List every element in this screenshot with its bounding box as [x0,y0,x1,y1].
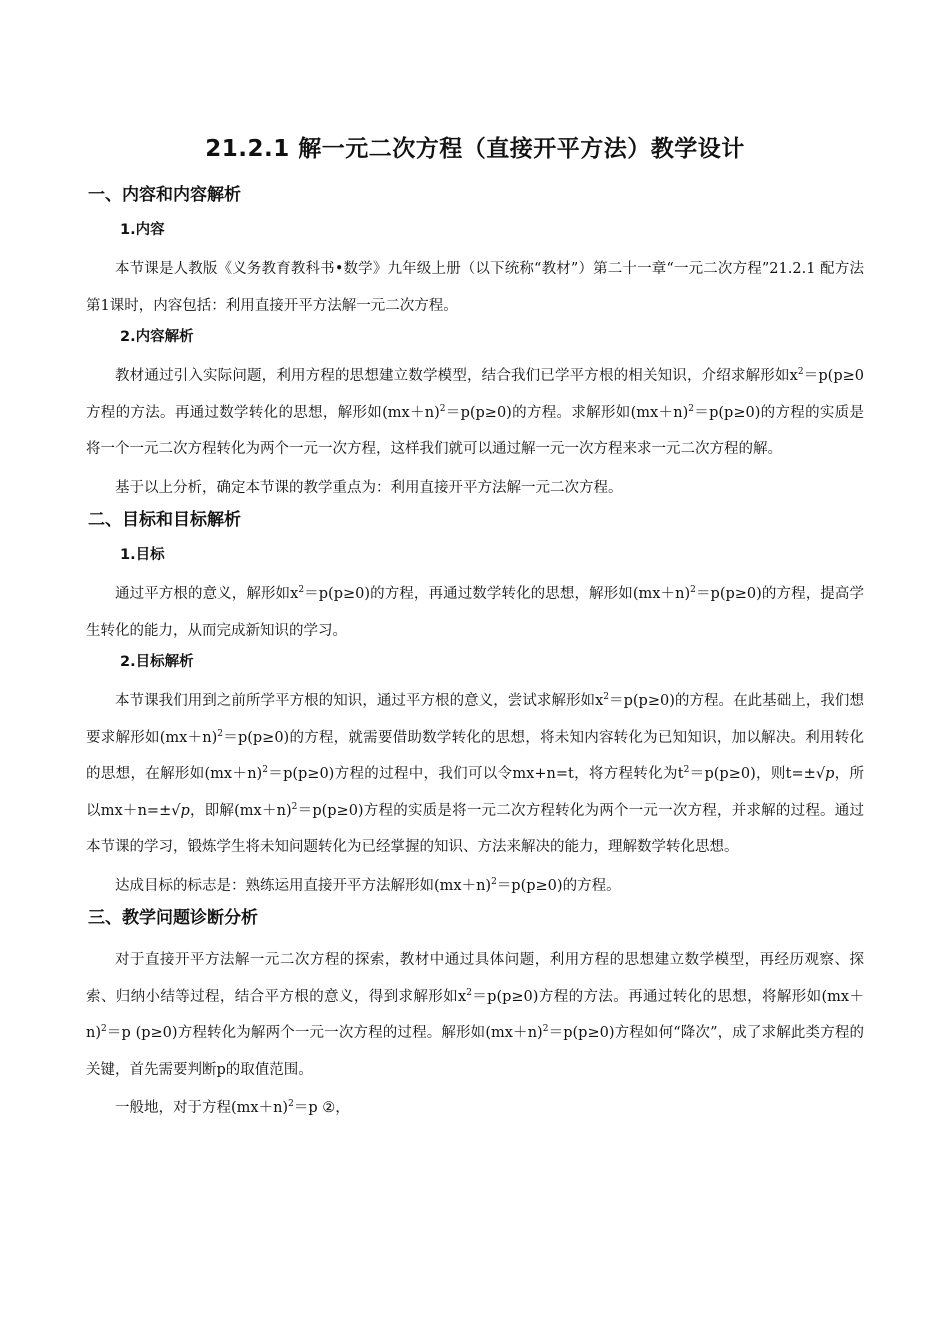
section-3-paragraph-1: 对于直接开平方法解一元二次方程的探索，教材中通过具体问题，利用方程的思想建立数学模型，再经历观察、探索、归纳小结等过程，结合平方根的意义，得到求解形如$x^2=p(p\ge 0)$方程的方法。再通过转化的思想，将解形如$(mx+n)^2=p$ (p≥0)方程转化为解两个一元一次方程的过程。解形如$(mx+n)^2=p(p\ge 0)$方程如何“降次”，成了求解此类方程的关键，首先需要判断p的取值范围。 [86,952,864,1078]
section-2-1-heading: 1.目标 [120,547,165,563]
sqrt-symbol: √ [171,802,181,819]
section-1-heading: 一、内容和内容解析 [88,185,241,205]
section-1-2-heading: 2.内容解析 [120,329,194,345]
section-1-2-paragraph-1: 教材通过引入实际问题，利用方程的思想建立数学模型，结合我们已学平方根的相关知识，介绍求解形如$x^2=p(p\ge 0$方程的方法。再通过数学转化的思想，解形如$(mx+n)^2=p(p\ge 0)$的方程。求解形如$(mx+n)^2=p(p\ge 0)$的方程的实质是将一个一元二次方程转化为两个一元一次方程，这样我们就可以通过解一元一次方程来求一元二次方程的解。 [86,367,864,457]
sqrt-radicand: p [825,766,835,782]
section-3-paragraph-2: 一般地，对于方程$(mx+n)^2=p$ ②， [115,1099,350,1116]
document-title: 21.2.1 解一元二次方程（直接开平方法）教学设计 [205,136,745,162]
section-2-heading: 二、目标和目标解析 [88,510,241,530]
sqrt-symbol: √ [815,766,826,782]
section-3-heading: 三、教学问题诊断分析 [88,908,258,928]
section-2-2-heading: 2.目标解析 [120,654,194,670]
section-1-1-paragraph: 本节课是人教版《义务教育教科书•数学》九年级上册（以下统称“教材”）第二十一章“一元二次方程”21.2.1 配方法第1课时，内容包括：利用直接开平方法解一元二次方程。 [86,261,864,314]
sqrt-radicand: p [180,802,190,819]
section-1-1-heading: 1.内容 [120,222,165,238]
section-1-2-paragraph-2: 基于以上分析，确定本节课的教学重点为：利用直接开平方法解一元二次方程。 [115,479,623,496]
section-2-1-paragraph: 通过平方根的意义，解形如$x^2=p(p\ge 0)$的方程，再通过数学转化的思想，解形如$(mx+n)^2=p(p\ge 0)$的方程，提高学生转化的能力，从而完成新知识的学习。 [86,585,864,639]
section-2-2-paragraph-1: 本节课我们用到之前所学平方根的知识，通过平方根的意义，尝试求解形如$x^2=p(p\ge 0)$的方程。在此基础上，我们想要求解形如$(mx+n)^2=p(p\ge 0)$的方程，就需要借助数学转化的思想，将未知内容转化为已知知识，加以解决。利用转化的思想，在解形如$(mx+n)^2=p(p\ge 0)$方程的过程中，我们可以令mx+n=t，将方程转化为$t^2=p(p\ge 0)$，则t=±√p，所以mx＋n=±√p，即解$(mx+n)^2=p(p\ge 0)$方程的实质是将一元二次方程转化为两个一元一次方程，并求解的过程。通过本节课的学习，锻炼学生将未知问题转化为已经掌握的知识、方法来解决的能力，理解数学转化思想。 [86,692,864,855]
section-2-2-paragraph-2: 达成目标的标志是：熟练运用直接开平方法解形如$(mx+n)^2=p(p\ge 0)$的方程。 [115,876,621,894]
